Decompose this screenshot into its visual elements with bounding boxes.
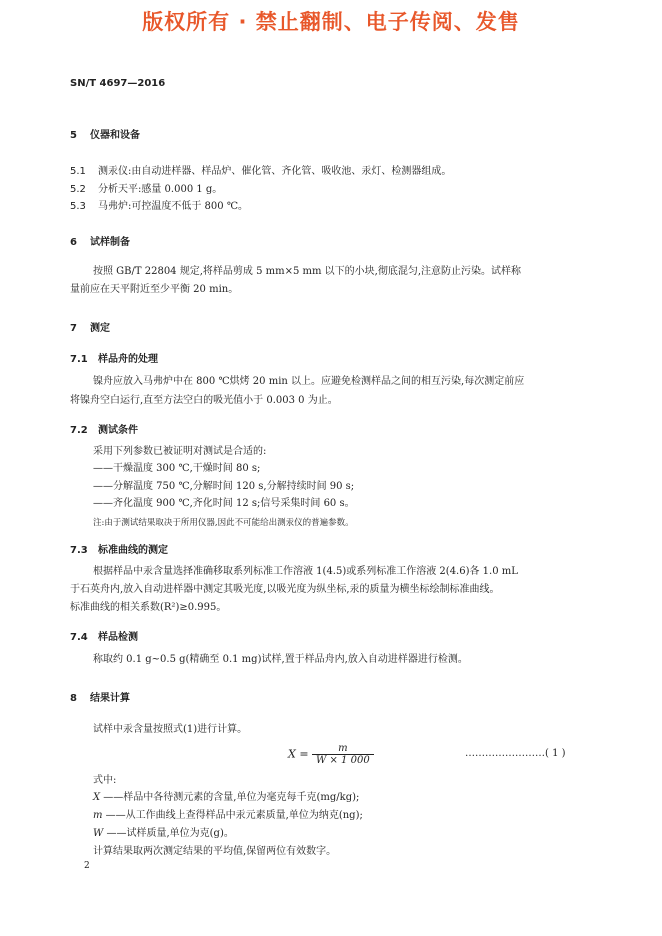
section-7-2-heading xyxy=(70,421,138,436)
where-label: 式中: xyxy=(93,775,117,786)
copyright-watermark: 版权所有 · 禁止翻制、电子传阅、发售 xyxy=(142,10,520,34)
variable-description: ——试样质量,单位为克(g)。 xyxy=(103,828,234,839)
section-8-heading xyxy=(70,689,130,704)
variable-symbol: W xyxy=(93,828,104,839)
clause-number: 7.1 xyxy=(70,354,88,365)
section-7-2-intro: 采用下列参数已被证明对测试是合适的: xyxy=(93,446,267,457)
variable-definition xyxy=(93,789,359,807)
section-7-heading xyxy=(70,319,110,334)
section-title: 测定 xyxy=(90,323,110,334)
clause-text: 测汞仪:由自动进样器、样品炉、催化管、齐化管、吸收池、汞灯、检测器组成。 xyxy=(98,166,452,177)
clause-5-2 xyxy=(70,180,222,195)
formula-denominator: W × 1 000 xyxy=(316,755,370,766)
section-title: 试样制备 xyxy=(90,237,130,248)
section-7-1-line-2: 将镍舟空白运行,直至方法空白的吸光值小于 0.003 0 为止。 xyxy=(70,395,338,406)
section-7-3-line-1: 根据样品中汞含量选择准确移取系列标准工作溶液 1(4.5)或系列标准工作溶液 2(4.6)各 1.0 mL xyxy=(93,566,518,577)
clause-title: 样品检测 xyxy=(98,632,138,643)
section-5-heading xyxy=(70,126,140,141)
section-number: 6 xyxy=(70,237,77,248)
result-formula xyxy=(288,743,374,766)
section-7-3-line-3: 标准曲线的相关系数(R²)≥0.995。 xyxy=(70,602,227,613)
clause-text: 分析天平:感量 0.000 1 g。 xyxy=(98,184,223,195)
section-7-1-heading xyxy=(70,350,158,365)
clause-title: 标准曲线的测定 xyxy=(98,545,168,556)
section-7-3-line-2: 于石英舟内,放入自动进样器中测定其吸光度,以吸光度为纵坐标,汞的质量为横坐标绘制标准曲线。 xyxy=(70,584,500,595)
section-6-paragraph-line-2: 量前应在天平附近至少平衡 20 min。 xyxy=(70,284,239,295)
clause-5-1 xyxy=(70,162,451,177)
clause-number: 7.2 xyxy=(70,425,88,436)
page-number: 2 xyxy=(84,861,90,871)
section-7-2-note: 注:由于测试结果取决于所用仪器,因此不可能给出测汞仪的普遍参数。 xyxy=(93,518,354,528)
formula-lhs: X = xyxy=(288,747,309,761)
clause-number: 7.3 xyxy=(70,545,88,556)
document-id: SN/T 4697—2016 xyxy=(70,78,166,89)
section-title: 结果计算 xyxy=(90,693,130,704)
section-8-closing: 计算结果取两次测定结果的平均值,保留两位有效数字。 xyxy=(93,846,337,857)
condition-list-item: ——齐化温度 900 ℃,齐化时间 12 s;信号采集时间 60 s。 xyxy=(93,498,355,509)
section-7-4-heading xyxy=(70,628,138,643)
variable-definition xyxy=(93,825,234,843)
section-title: 仪器和设备 xyxy=(90,130,140,141)
clause-number: 7.4 xyxy=(70,632,88,643)
clause-text: 马弗炉:可控温度不低于 800 ℃。 xyxy=(98,201,248,212)
formula-fraction xyxy=(312,743,374,766)
clause-number: 5.1 xyxy=(70,166,86,177)
section-7-3-heading xyxy=(70,541,168,556)
clause-title: 样品舟的处理 xyxy=(98,354,158,365)
section-7-4-line-1: 称取约 0.1 g~0.5 g(精确至 0.1 mg)试样,置于样品舟内,放入自动进样器进行检测。 xyxy=(93,654,468,665)
variable-description: ——从工作曲线上查得样品中汞元素质量,单位为纳克(ng); xyxy=(102,810,363,821)
section-8-intro: 试样中汞含量按照式(1)进行计算。 xyxy=(93,724,248,735)
variable-symbol: X xyxy=(93,792,101,803)
variable-description: ——样品中各待测元素的含量,单位为毫克每千克(mg/kg); xyxy=(100,792,360,803)
section-number: 8 xyxy=(70,693,77,704)
section-7-1-line-1: 镍舟应放入马弗炉中在 800 ℃烘烤 20 min 以上。应避免检测样品之间的相互污染,每次测定前应 xyxy=(93,376,525,387)
section-6-paragraph-line-1: 按照 GB/T 22804 规定,将样品剪成 5 mm×5 mm 以下的小块,彻底混匀,注意防止污染。试样称 xyxy=(93,266,522,277)
section-number: 5 xyxy=(70,130,77,141)
clause-number: 5.3 xyxy=(70,201,86,212)
variable-symbol: m xyxy=(93,810,103,821)
condition-list-item: ——干燥温度 300 ℃,干燥时间 80 s; xyxy=(93,463,261,474)
clause-title: 测试条件 xyxy=(98,425,138,436)
clause-5-3 xyxy=(70,197,248,212)
condition-list-item: ——分解温度 750 ℃,分解时间 120 s,分解持续时间 90 s; xyxy=(93,481,355,492)
section-number: 7 xyxy=(70,323,77,334)
section-6-heading xyxy=(70,233,130,248)
clause-number: 5.2 xyxy=(70,184,86,195)
equation-number: ……………………( 1 ) xyxy=(465,748,566,759)
variable-definition xyxy=(93,807,363,825)
formula-numerator: m xyxy=(312,743,374,755)
